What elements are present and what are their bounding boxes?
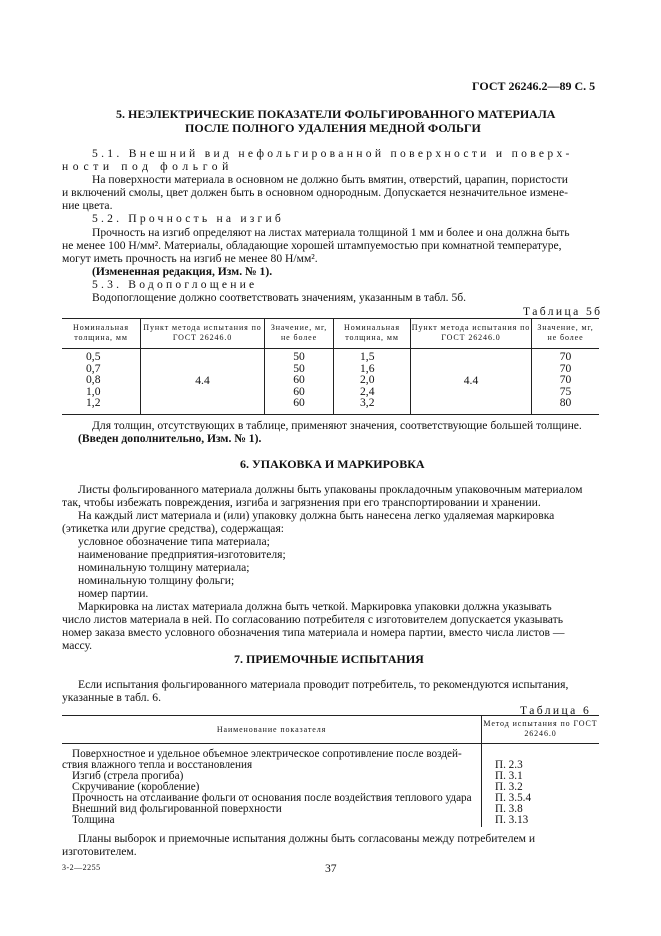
paragraph-text: ние цвета.: [62, 199, 113, 212]
table-cell: 75: [559, 384, 572, 398]
paragraph-text: На поверхности материала в основном не должно быть вмятин, отверстий, царапин, пористости: [92, 173, 568, 186]
table-6-header-name: Наименование показателя: [216, 725, 327, 734]
section-5-heading: 5. НЕЭЛЕКТРИЧЕСКИЕ ПОКАЗАТЕЛИ ФОЛЬГИРОВАННОГО МАТЕРИАЛА: [116, 107, 556, 121]
table-5b-caption: Таблица 5б: [523, 305, 603, 318]
table-cell: Изгиб (стрела прогиба): [72, 770, 184, 782]
table-cell: 80: [559, 396, 572, 410]
table-cell: 50: [293, 361, 305, 375]
table-5b-header-method: Пункт метода испытания по ГОСТ 26246.0: [411, 323, 531, 342]
table-5b-right-value-column: [532, 351, 599, 409]
clause-5-1-title-line2: ности под фольгой: [62, 160, 233, 173]
paragraph-text: не менее 100 Н/мм². Материалы, обладающие хорошей штампуемостью при комнатной температуре,: [62, 239, 562, 252]
table-cell: П. 3.5.4: [495, 792, 532, 804]
list-item: условное обозначение типа материала;: [78, 535, 270, 548]
list-item: наименование предприятия-изготовителя;: [78, 548, 286, 561]
table-5b-right-thickness-column: [360, 351, 384, 409]
table-cell: 1,2: [86, 396, 101, 410]
table-cell: 70: [559, 350, 572, 363]
section-6-heading: 6. УПАКОВКА И МАРКИРОВКА: [240, 457, 425, 471]
amendment-note: (Измененная редакция, Изм. № 1).: [92, 265, 273, 278]
section-5-heading-line2: ПОСЛЕ ПОЛНОГО УДАЛЕНИЯ МЕДНОЙ ФОЛЬГИ: [185, 121, 481, 135]
table-5b-header-method: Пункт метода испытания по ГОСТ 26246.0: [143, 323, 262, 342]
table-cell: 0,5: [86, 350, 101, 363]
table-5b-right-method: 4.4: [463, 374, 479, 387]
table-5b-left-thickness-column: [86, 351, 106, 409]
paragraph-text: Маркировка на листах материала должна быть четкой. Маркировка упаковки должна указывать: [78, 600, 552, 613]
paragraph-text: и включений смолы, цвет должен быть в основном однородным. Допускается незначительное измене-: [62, 186, 569, 199]
table-cell: 70: [559, 373, 572, 387]
table-cell: Толщина: [72, 814, 115, 826]
table-cell: Внешний вид фольгированной поверхности: [72, 803, 282, 815]
table-row: [72, 815, 115, 826]
table-cell: П. 3.13: [495, 814, 529, 826]
print-code: 3-2—2255: [62, 863, 101, 872]
table-cell: Прочность на отслаивание фольги от основания после воздействия теплового удара: [72, 792, 472, 804]
table-cell: 60: [293, 373, 305, 387]
table-cell: 1,6: [360, 361, 375, 375]
table-5b-header-value: Значение, мг, не более: [537, 323, 594, 342]
paragraph-text: (этикетка или другие средства), содержащая:: [62, 522, 285, 535]
list-item: номер партии.: [78, 587, 149, 600]
list-item: номинальную толщину фольги;: [78, 574, 235, 587]
table-cell: 1,0: [86, 384, 101, 398]
table-cell: 3,2: [360, 396, 375, 410]
table-cell: 60: [293, 384, 305, 398]
table-cell: 70: [559, 361, 572, 375]
page-number: 37: [325, 862, 337, 875]
table-5b-header-value: Значение, мг, не более: [270, 323, 328, 342]
table-cell: 2,0: [360, 373, 375, 387]
table-cell: 1,5: [360, 350, 375, 363]
clause-5-1-title: 5.1. Внешний вид нефольгированной поверхности и поверх-: [92, 147, 573, 160]
table-cell: Скручивание (коробление): [72, 781, 200, 793]
table-cell: П. 3.8: [495, 803, 523, 815]
table-cell: П. 3.2: [495, 781, 523, 793]
paragraph-text: Прочность на изгиб определяют на листах материала толщиной 1 мм и более и она должна быть: [92, 226, 570, 239]
table-cell: 50: [293, 350, 305, 363]
clause-5-2-title: 5.2. Прочность на изгиб: [92, 212, 284, 225]
paragraph-text: указанные в табл. 6.: [62, 691, 161, 704]
table-cell: 0,8: [86, 373, 101, 387]
table-cell: ствия влажного тепла и восстановления: [62, 759, 253, 771]
section-7-heading: 7. ПРИЕМОЧНЫЕ ИСПЫТАНИЯ: [234, 652, 424, 666]
paragraph-text: могут иметь прочность на изгиб не менее 80 Н/мм².: [62, 252, 318, 265]
paragraph-text: изготовителем.: [62, 845, 137, 858]
table-cell: 60: [293, 396, 305, 410]
table-5b-header-thickness: Номинальная толщина, мм: [73, 323, 129, 342]
paragraph-text: номер заказа вместо условного обозначения типа материала и номера партии, вместо числа листов —: [62, 626, 565, 639]
amendment-note: (Введен дополнительно, Изм. № 1).: [78, 432, 262, 445]
paragraph-text: Для толщин, отсутствующих в таблице, применяют значения, соответствующие большей толщине.: [92, 419, 582, 432]
table-5b-left-value-column: [265, 351, 333, 409]
table-cell: П. 3.1: [495, 770, 523, 782]
table-cell: 2,4: [360, 384, 375, 398]
clause-5-3-title: 5.3. Водопоглощение: [92, 278, 258, 291]
paragraph-text: На каждый лист материала и (или) упаковку должна быть нанесена легко удаляемая маркировка: [78, 509, 555, 522]
paragraph-text: массу.: [62, 639, 93, 652]
table-cell: 0,7: [86, 361, 101, 375]
list-item: номинальную толщину материала;: [78, 561, 250, 574]
table-5b-header-thickness: Номинальная толщина, мм: [344, 323, 400, 342]
paragraph-text: Планы выборок и приемочные испытания должны быть согласованы между потребителем и: [78, 832, 536, 845]
table-6-caption: Таблица 6: [520, 704, 592, 717]
table-6-header-method: Метод испытания по ГОСТ 26246.0: [483, 719, 598, 738]
page-header: ГОСТ 26246.2—89 С. 5: [472, 79, 596, 93]
paragraph-text: Если испытания фольгированного материала проводит потребитель, то рекомендуются испытания,: [78, 678, 569, 691]
paragraph-text: так, чтобы избежать повреждения, изгиба и загрязнения при его транспортировании и хранении.: [62, 496, 541, 509]
paragraph-text: число листов материала в ней. По согласованию потребителя с изготовителем допускается указывать: [62, 613, 563, 626]
table-cell: Поверхностное и удельное объемное электрическое сопротивление после воздей-: [72, 748, 462, 760]
paragraph-text: Листы фольгированного материала должны быть упакованы прокладочным упаковочным материалом: [78, 483, 583, 496]
table-cell: П. 2.3: [495, 759, 523, 771]
table-5b-left-method: 4.4: [195, 374, 210, 387]
paragraph-text: Водопоглощение должно соответствовать значениям, указанным в табл. 5б.: [92, 291, 467, 304]
